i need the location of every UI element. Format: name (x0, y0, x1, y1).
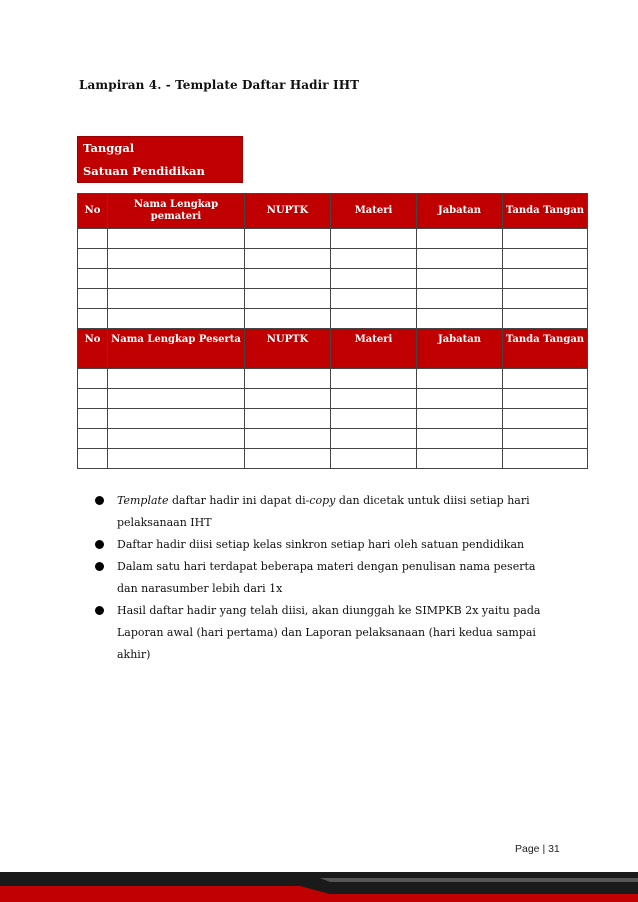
note-text: copy (309, 494, 336, 507)
table-row (78, 249, 588, 269)
table-cell[interactable] (331, 429, 417, 449)
note-text: Template (117, 494, 169, 507)
page-title: Lampiran 4. - Template Daftar Hadir IHT (79, 78, 360, 92)
table-cell[interactable] (331, 309, 417, 329)
table-cell[interactable] (245, 449, 331, 469)
column-header: Tanda Tangan (503, 194, 588, 229)
table-cell[interactable] (78, 369, 108, 389)
table-peserta-header-row (78, 329, 588, 369)
table-row (78, 409, 588, 429)
table-cell[interactable] (417, 289, 503, 309)
bullet-icon (95, 606, 104, 615)
table-row (78, 309, 588, 329)
notes-list (95, 490, 555, 666)
table-cell[interactable] (503, 269, 588, 289)
table-cell[interactable] (78, 429, 108, 449)
table-cell[interactable] (108, 229, 245, 249)
table-row (78, 269, 588, 289)
table-row (78, 229, 588, 249)
note-text: Daftar hadir diisi setiap kelas sinkron setiap hari oleh satuan pendidikan (117, 538, 525, 551)
table-cell[interactable] (331, 249, 417, 269)
column-header: Materi (331, 329, 417, 369)
table-cell[interactable] (503, 409, 588, 429)
table-cell[interactable] (503, 369, 588, 389)
note-text: Dalam satu hari terdapat beberapa materi dengan penulisan nama peserta dan narasumber lebih dari 1x (117, 560, 536, 595)
table-cell[interactable] (331, 289, 417, 309)
info-box (77, 136, 243, 183)
table-cell[interactable] (245, 289, 331, 309)
table-cell[interactable] (78, 309, 108, 329)
table-cell[interactable] (331, 389, 417, 409)
table-cell[interactable] (331, 229, 417, 249)
table-cell[interactable] (503, 449, 588, 469)
table-cell[interactable] (108, 389, 245, 409)
table-cell[interactable] (245, 309, 331, 329)
table-row (78, 389, 588, 409)
bullet-icon (95, 562, 104, 571)
table-cell[interactable] (331, 409, 417, 429)
column-header: NUPTK (245, 194, 331, 229)
column-header: Nama Lengkap Peserta (108, 329, 245, 369)
column-header: Materi (331, 194, 417, 229)
table-cell[interactable] (417, 309, 503, 329)
column-header: Nama Lengkap pemateri (108, 194, 245, 229)
table-cell[interactable] (108, 429, 245, 449)
table-cell[interactable] (78, 289, 108, 309)
column-header: No (78, 194, 108, 229)
table-cell[interactable] (78, 409, 108, 429)
table-cell[interactable] (417, 249, 503, 269)
table-cell[interactable] (108, 269, 245, 289)
table-cell[interactable] (331, 369, 417, 389)
table-cell[interactable] (503, 249, 588, 269)
table-cell[interactable] (108, 409, 245, 429)
page-number: Page | 31 (515, 843, 560, 855)
table-pemateri-header-row (78, 194, 588, 229)
table-cell[interactable] (331, 449, 417, 469)
table-row (78, 449, 588, 469)
attendance-table (77, 193, 588, 469)
table-cell[interactable] (503, 289, 588, 309)
table-cell[interactable] (417, 409, 503, 429)
table-cell[interactable] (503, 309, 588, 329)
column-header: No (78, 329, 108, 369)
table-cell[interactable] (417, 389, 503, 409)
list-item (95, 600, 555, 666)
table-cell[interactable] (78, 389, 108, 409)
table-cell[interactable] (417, 269, 503, 289)
table-cell[interactable] (417, 229, 503, 249)
table-cell[interactable] (503, 429, 588, 449)
column-header: Jabatan (417, 194, 503, 229)
note-text: dan dicetak untuk diisi setiap hari pelaksanaan IHT (117, 494, 530, 529)
column-header: Jabatan (417, 329, 503, 369)
table-cell[interactable] (108, 289, 245, 309)
table-cell[interactable] (108, 309, 245, 329)
table-cell[interactable] (78, 249, 108, 269)
list-item (95, 556, 555, 600)
column-header: Tanda Tangan (503, 329, 588, 369)
note-text: Hasil daftar hadir yang telah diisi, akan diunggah ke SIMPKB 2x yaitu pada Laporan awal (hari pertama) dan Laporan pelaksanaan (hari kedua sampai akhir) (117, 604, 541, 661)
table-cell[interactable] (331, 269, 417, 289)
bullet-icon (95, 540, 104, 549)
table-cell[interactable] (245, 269, 331, 289)
table-cell[interactable] (78, 269, 108, 289)
column-header: NUPTK (245, 329, 331, 369)
footer-stripe (0, 872, 638, 902)
table-cell[interactable] (78, 449, 108, 469)
table-cell[interactable] (108, 449, 245, 469)
table-cell[interactable] (503, 389, 588, 409)
table-cell[interactable] (78, 229, 108, 249)
table-cell[interactable] (417, 429, 503, 449)
info-satuan-pendidikan: Satuan Pendidikan (83, 164, 205, 178)
table-cell[interactable] (245, 429, 331, 449)
table-cell[interactable] (245, 409, 331, 429)
table-cell[interactable] (245, 249, 331, 269)
table-row (78, 429, 588, 449)
table-cell[interactable] (245, 369, 331, 389)
table-cell[interactable] (245, 229, 331, 249)
list-item (95, 490, 555, 534)
bullet-icon (95, 496, 104, 505)
table-cell[interactable] (503, 229, 588, 249)
table-cell[interactable] (245, 389, 331, 409)
table-row (78, 289, 588, 309)
note-text: daftar hadir ini dapat di- (168, 494, 310, 507)
table-cell[interactable] (417, 369, 503, 389)
list-item (95, 534, 555, 556)
table-cell[interactable] (108, 369, 245, 389)
table-row (78, 369, 588, 389)
info-tanggal: Tanggal (83, 141, 135, 155)
table-cell[interactable] (108, 249, 245, 269)
table-cell[interactable] (417, 449, 503, 469)
